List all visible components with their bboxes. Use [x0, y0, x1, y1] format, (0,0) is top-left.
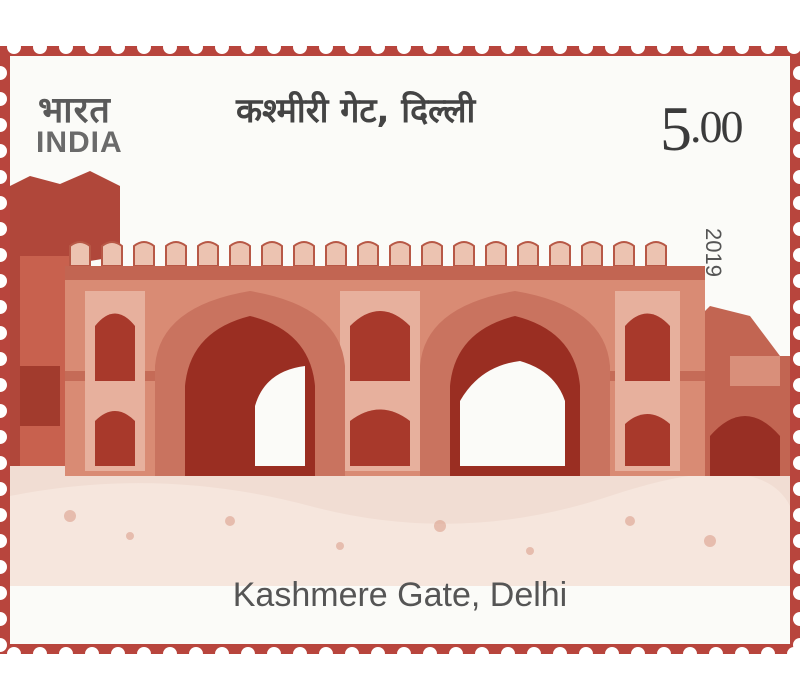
perforation-hole	[7, 40, 21, 54]
perforation-hole	[163, 40, 177, 54]
perforation-hole	[527, 40, 541, 54]
perforation-hole	[761, 647, 775, 661]
perforation-hole	[793, 586, 800, 600]
perforation-hole	[793, 92, 800, 106]
perforation-hole	[7, 647, 21, 661]
perforation-hole	[793, 144, 800, 158]
perforation-hole	[371, 40, 385, 54]
perforation-hole	[345, 647, 359, 661]
perforation-hole	[793, 196, 800, 210]
perforation-hole	[449, 647, 463, 661]
perforation-hole	[189, 647, 203, 661]
stamp-title-hindi: कश्मीरी गेट, दिल्ली	[236, 91, 476, 131]
perforation-hole	[293, 40, 307, 54]
perforation-hole	[735, 647, 749, 661]
denomination	[660, 92, 742, 166]
perforation-hole	[319, 40, 333, 54]
perforation-hole	[241, 40, 255, 54]
perforation-hole	[423, 647, 437, 661]
issue-year: 2019	[701, 228, 726, 277]
denomination-main: 5	[660, 93, 690, 164]
kashmere-gate-illustration	[10, 166, 790, 586]
perforation-hole	[631, 647, 645, 661]
perforation-hole	[735, 40, 749, 54]
perforation-hole	[657, 647, 671, 661]
stamp-caption: Kashmere Gate, Delhi	[232, 576, 568, 614]
perforation-hole	[215, 647, 229, 661]
perforation-hole	[59, 647, 73, 661]
perforation-hole	[793, 508, 800, 522]
perforation-hole	[793, 378, 800, 392]
postage-stamp	[10, 56, 790, 644]
perforation-hole	[501, 647, 515, 661]
perforation-hole	[793, 430, 800, 444]
perforation-hole	[787, 40, 800, 54]
perforation-hole	[397, 647, 411, 661]
perforation-hole	[319, 647, 333, 661]
perforation-hole	[579, 40, 593, 54]
perforation-hole	[501, 40, 515, 54]
perforation-hole	[793, 222, 800, 236]
perforation-hole	[475, 647, 489, 661]
perforation-hole	[553, 40, 567, 54]
perforation-hole	[267, 647, 281, 661]
perforation-hole	[793, 482, 800, 496]
perforation-hole	[59, 40, 73, 54]
perforation-hole	[657, 40, 671, 54]
perforation-hole	[475, 40, 489, 54]
perforation-hole	[793, 170, 800, 184]
perforation-hole	[163, 647, 177, 661]
perforation-hole	[397, 40, 411, 54]
perforation-hole	[605, 40, 619, 54]
perforation-hole	[423, 40, 437, 54]
perforation-hole	[683, 647, 697, 661]
perforation-hole	[793, 66, 800, 80]
perforation-hole	[345, 40, 359, 54]
perforation-hole	[793, 534, 800, 548]
perforation-hole	[683, 40, 697, 54]
perforation-hole	[793, 300, 800, 314]
perforation-hole	[793, 456, 800, 470]
country-name-hindi: भारत	[38, 90, 111, 131]
perforation-hole	[137, 40, 151, 54]
perforation-hole	[85, 40, 99, 54]
perforation-hole	[215, 40, 229, 54]
perforation-hole	[793, 248, 800, 262]
perforation-hole	[793, 404, 800, 418]
perforation-hole	[293, 647, 307, 661]
perforation-hole	[527, 647, 541, 661]
perforation-hole	[111, 647, 125, 661]
perforation-hole	[793, 560, 800, 574]
perforation-hole	[793, 612, 800, 626]
perforation-hole	[793, 352, 800, 366]
perforation-hole	[709, 40, 723, 54]
perforation-hole	[793, 326, 800, 340]
denomination-fraction: .00	[690, 101, 742, 152]
perforation-hole	[709, 647, 723, 661]
perforation-hole	[137, 647, 151, 661]
perforation-hole	[33, 40, 47, 54]
perforation-hole	[33, 647, 47, 661]
perforation-hole	[241, 647, 255, 661]
perforation-hole	[793, 274, 800, 288]
perforation-hole	[793, 638, 800, 652]
perforation-hole	[111, 40, 125, 54]
perforation-hole	[579, 647, 593, 661]
perforation-hole	[85, 647, 99, 661]
perforation-hole	[371, 647, 385, 661]
perforation-hole	[761, 40, 775, 54]
perforation-hole	[605, 647, 619, 661]
perforation-hole	[793, 118, 800, 132]
perforation-hole	[553, 647, 567, 661]
perforation-hole	[449, 40, 463, 54]
perforation-hole	[189, 40, 203, 54]
perforation-hole	[267, 40, 281, 54]
country-name-english: INDIA	[36, 126, 123, 159]
perforation-hole	[631, 40, 645, 54]
